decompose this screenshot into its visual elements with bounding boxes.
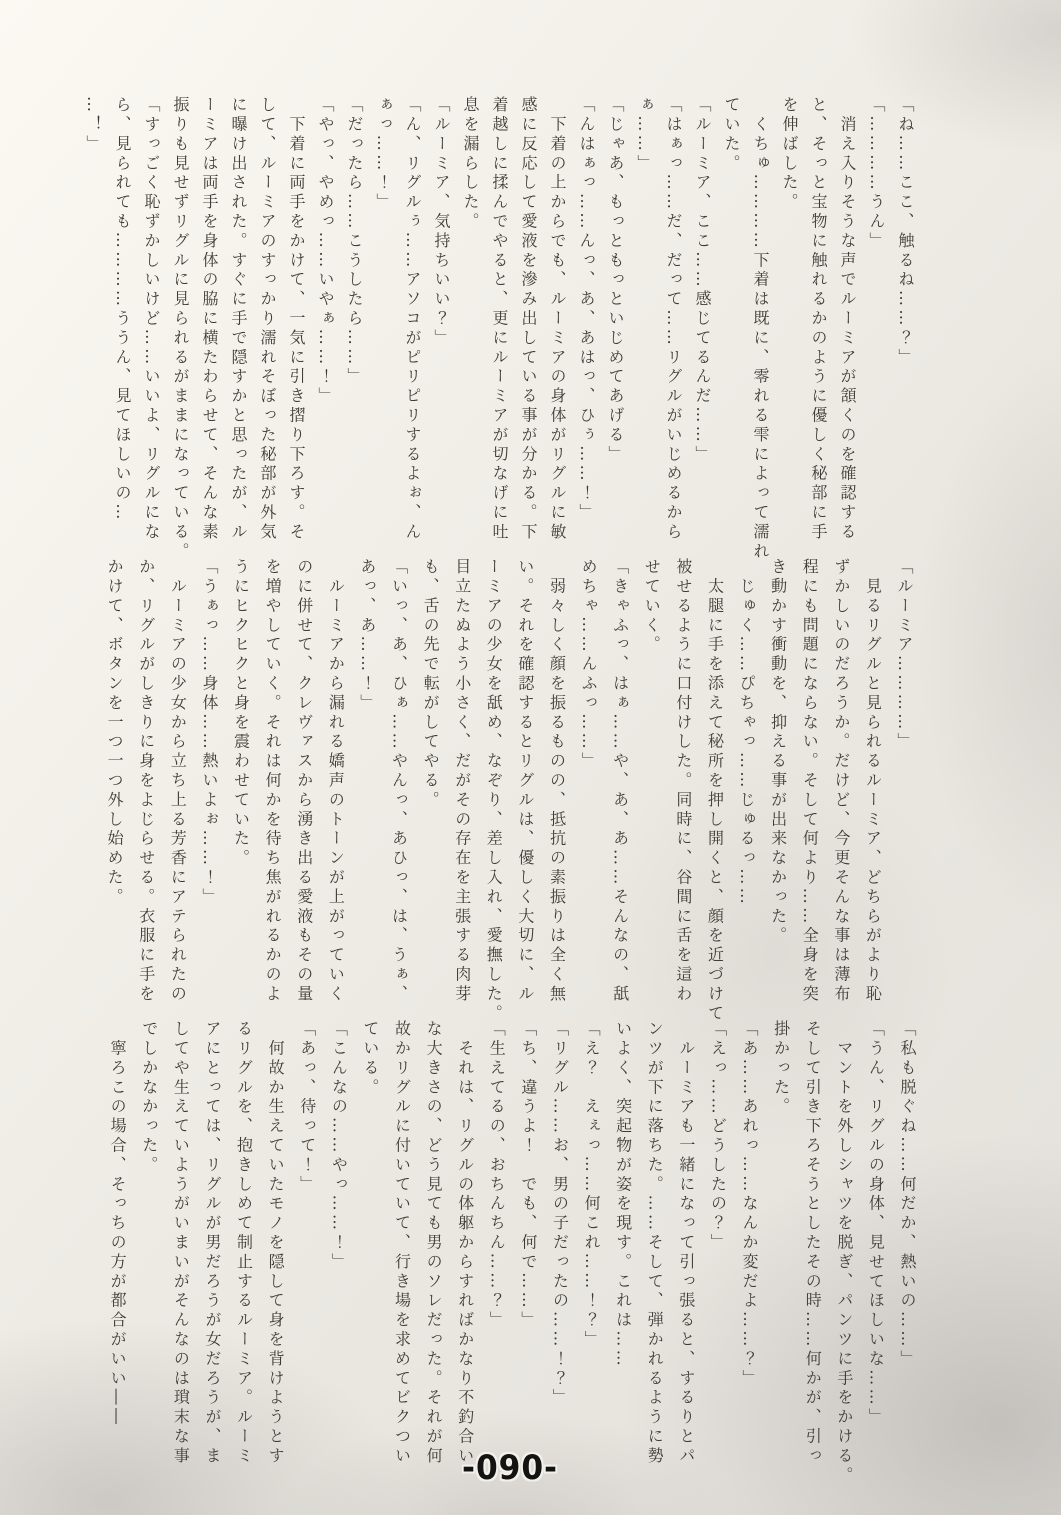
text-column: 「すっごく恥ずかしいけど……いいよ、リグルにな: [142, 96, 161, 543]
text-column: …！」: [84, 96, 103, 155]
text-column: 「ルーミア…………」: [895, 558, 914, 752]
text-column: 寧ろこの場合、そっちの方が都合がいい――: [108, 1020, 128, 1428]
text-column: 「こんなの……やっ……！」: [329, 1020, 349, 1273]
text-column: アにとっては、リグルが男だろうが女だろうが、ま: [202, 1020, 222, 1467]
text-column: 下着の上からでも、ルーミアの身体がリグルに敏: [548, 96, 567, 543]
text-column: ーミアの少女を舐め、なぞり、差し入れ、愛撫した。: [484, 558, 504, 1024]
text-column: 程にも問題にならない。そして何より……全身を突: [800, 558, 820, 1005]
text-column: 消え入りそうな声でルーミアが頷くのを確認する: [838, 96, 857, 543]
text-column: じゅく……ぴちゃっ……じゅるっ……: [737, 558, 757, 908]
text-column: して、ルーミアのすっかり濡れそぼった秘部が外気: [258, 96, 277, 543]
text-column: そして引き下ろそうとしたその時……何かが、引っ: [803, 1020, 823, 1467]
text-column: ーミアは両手を身体の脇に横たわらせて、そんな素: [200, 96, 219, 543]
text-column: うにヒクヒクと身を震わせていた。: [231, 558, 251, 869]
text-column: 「うぁっ……身体……熱いよぉ……！」: [199, 558, 219, 908]
text-column: 「だったら……こうしたら……」: [345, 96, 364, 387]
text-column: ンツが下に落ちた。……そして、弾かれるように勢: [645, 1020, 665, 1467]
text-column: 「リグル……お、男の子だったの……！？」: [550, 1020, 570, 1408]
page-number: -090-: [462, 1448, 558, 1488]
text-column: あっ、あ……！」: [357, 558, 377, 714]
text-column: 「やっ、やめっ……いやぁ……！」: [316, 96, 335, 407]
text-column: めちゃ……んふっ……」: [579, 558, 599, 772]
text-column: ルーミアから漏れる嬌声のトーンが上がっていく: [326, 558, 346, 1005]
text-block-middle: [99, 558, 920, 1024]
text-column: それは、リグルの体躯からすればかなり不釣合い: [455, 1020, 475, 1467]
text-column: 着越しに揉んでやると、更にルーミアが切なげに吐: [490, 96, 509, 543]
text-column: せていく。: [642, 558, 662, 655]
text-column: 振りも見せずリグルに見られるがままになっている。: [171, 96, 190, 562]
text-column: い。それを確認するとリグルは、優しく大切に、ル: [515, 558, 535, 1005]
text-column: に曝け出された。すぐに手で隠すかと思ったが、ル: [229, 96, 248, 543]
text-column: ぁっ……！」: [374, 96, 393, 213]
text-column: くちゅ…………下着は既に、零れる雫によって濡れ: [751, 96, 770, 562]
text-column: 「あ……あれっ……なんか変だよ……？」: [740, 1020, 760, 1389]
text-column: 目立たぬよう小さく、だがその存在を主張する肉芽: [452, 558, 472, 1005]
text-column: を増やしていく。それは何かを待ち焦がれるかのよ: [263, 558, 283, 1005]
text-column: と、そっと宝物に触れるかのように優しく秘部に手: [809, 96, 828, 543]
text-column: 「じゃあ、もっともっといじめてあげる」: [606, 96, 625, 465]
text-column: のに併せて、クレヴァスから湧き出る愛液もその量: [294, 558, 314, 1005]
text-column: 何故か生えていたモノを隠して身を背けようとす: [266, 1020, 286, 1467]
text-column: 「はぁっ……だ、だって……リグルがいじめるから: [664, 96, 683, 543]
text-column: ルーミアも一緒になって引っ張ると、するりとパ: [676, 1020, 696, 1467]
text-column: 掛かった。: [771, 1020, 791, 1117]
text-column: 「私も脱ぐね……何だか、熱いの……」: [898, 1020, 917, 1370]
text-block-bottom: [102, 1020, 923, 1486]
text-column: ルーミアの少女から立ち上る芳香にアテられたの: [168, 558, 188, 1005]
text-column: 「生えてるの、おちんちん……？」: [487, 1020, 507, 1331]
text-column: 下着に両手をかけて、一気に引き摺り下ろす。そ: [287, 96, 306, 543]
text-column: かけて、ボタンを一つ一つ外し始めた。: [105, 558, 125, 908]
text-column: 息を漏らした。: [461, 96, 480, 232]
text-column: 被せるように口付けした。同時に、谷間に舌を這わ: [673, 558, 693, 1005]
text-column: 「ん、リグルぅ……アソコがピリピリするよぉ、ん: [403, 96, 422, 543]
text-block-top: [79, 96, 920, 562]
text-column: 「…………うん」: [867, 96, 886, 252]
text-column: 「きゃふっ、はぁ……や、あ、あ……そんなの、舐: [610, 558, 630, 1005]
text-column: き動かす衝動を、抑える事が出来なかった。: [768, 558, 788, 946]
text-column: 「えっ……どうしたの？」: [708, 1020, 728, 1253]
text-column: 「うん、リグルの身体、見せてほしいな……」: [866, 1020, 886, 1428]
text-column: ていた。: [722, 96, 741, 174]
text-column: ている。: [360, 1020, 380, 1098]
text-column: 感に反応して愛液を滲み出している事が分かる。下: [519, 96, 538, 543]
text-column: 「いっ、あ、ひぁ……やんっ、あひっ、は、うぁ、: [389, 558, 409, 1005]
text-column: でしかなかった。: [139, 1020, 159, 1176]
text-column: るリグルを、抱きしめて制止するルーミア。ルーミ: [234, 1020, 254, 1467]
text-column: 「ルーミア、ここ……感じてるんだ……」: [693, 96, 712, 465]
text-column: 「ね……ここ、触るね……？」: [896, 96, 915, 368]
text-column: マントを外しシャツを脱ぎ、パンツに手をかける。: [834, 1020, 854, 1486]
text-column: ぁ……」: [635, 96, 654, 174]
text-column: ずかしいのだろうか。だけど、今更そんな事は薄布: [831, 558, 851, 1005]
text-column: してや生えていようがいまいがそんなのは瑣末な事: [171, 1020, 191, 1467]
text-column: 「え？ えぇっ……何これ……！？」: [582, 1020, 602, 1350]
text-column: な大きさの、どう見ても男のソレだった。それが何: [424, 1020, 444, 1467]
text-column: 「ルーミア、気持ちいい？」: [432, 96, 451, 349]
text-column: 太腿に手を添えて秘所を押し開くと、顔を近づけて: [705, 558, 725, 1024]
text-column: を伸ばした。: [780, 96, 799, 213]
text-column: 「んはぁっ……んっ、あ、あはっ、ひぅ……！」: [577, 96, 596, 523]
text-column: か、リグルがしきりに身をよじらせる。衣服に手を: [136, 558, 156, 1005]
text-column: 弱々しく顔を振るものの、抵抗の素振りは全く無: [547, 558, 567, 1005]
text-column: 見るリグルと見られるルーミア、どちらがより恥: [863, 558, 883, 1005]
text-column: 「あっ、待って！」: [297, 1020, 317, 1195]
text-column: 故かリグルに付いていて、行き場を求めてビクつい: [392, 1020, 412, 1467]
text-column: いよく、突起物が姿を現す。これは……: [613, 1020, 633, 1370]
text-column: も、舌の先で転がしてやる。: [421, 558, 441, 811]
text-column: 「ち、違うよ！ でも、何で……」: [518, 1020, 538, 1331]
text-column: ら、見られても…………ううん、見てほしいの…: [113, 96, 132, 523]
